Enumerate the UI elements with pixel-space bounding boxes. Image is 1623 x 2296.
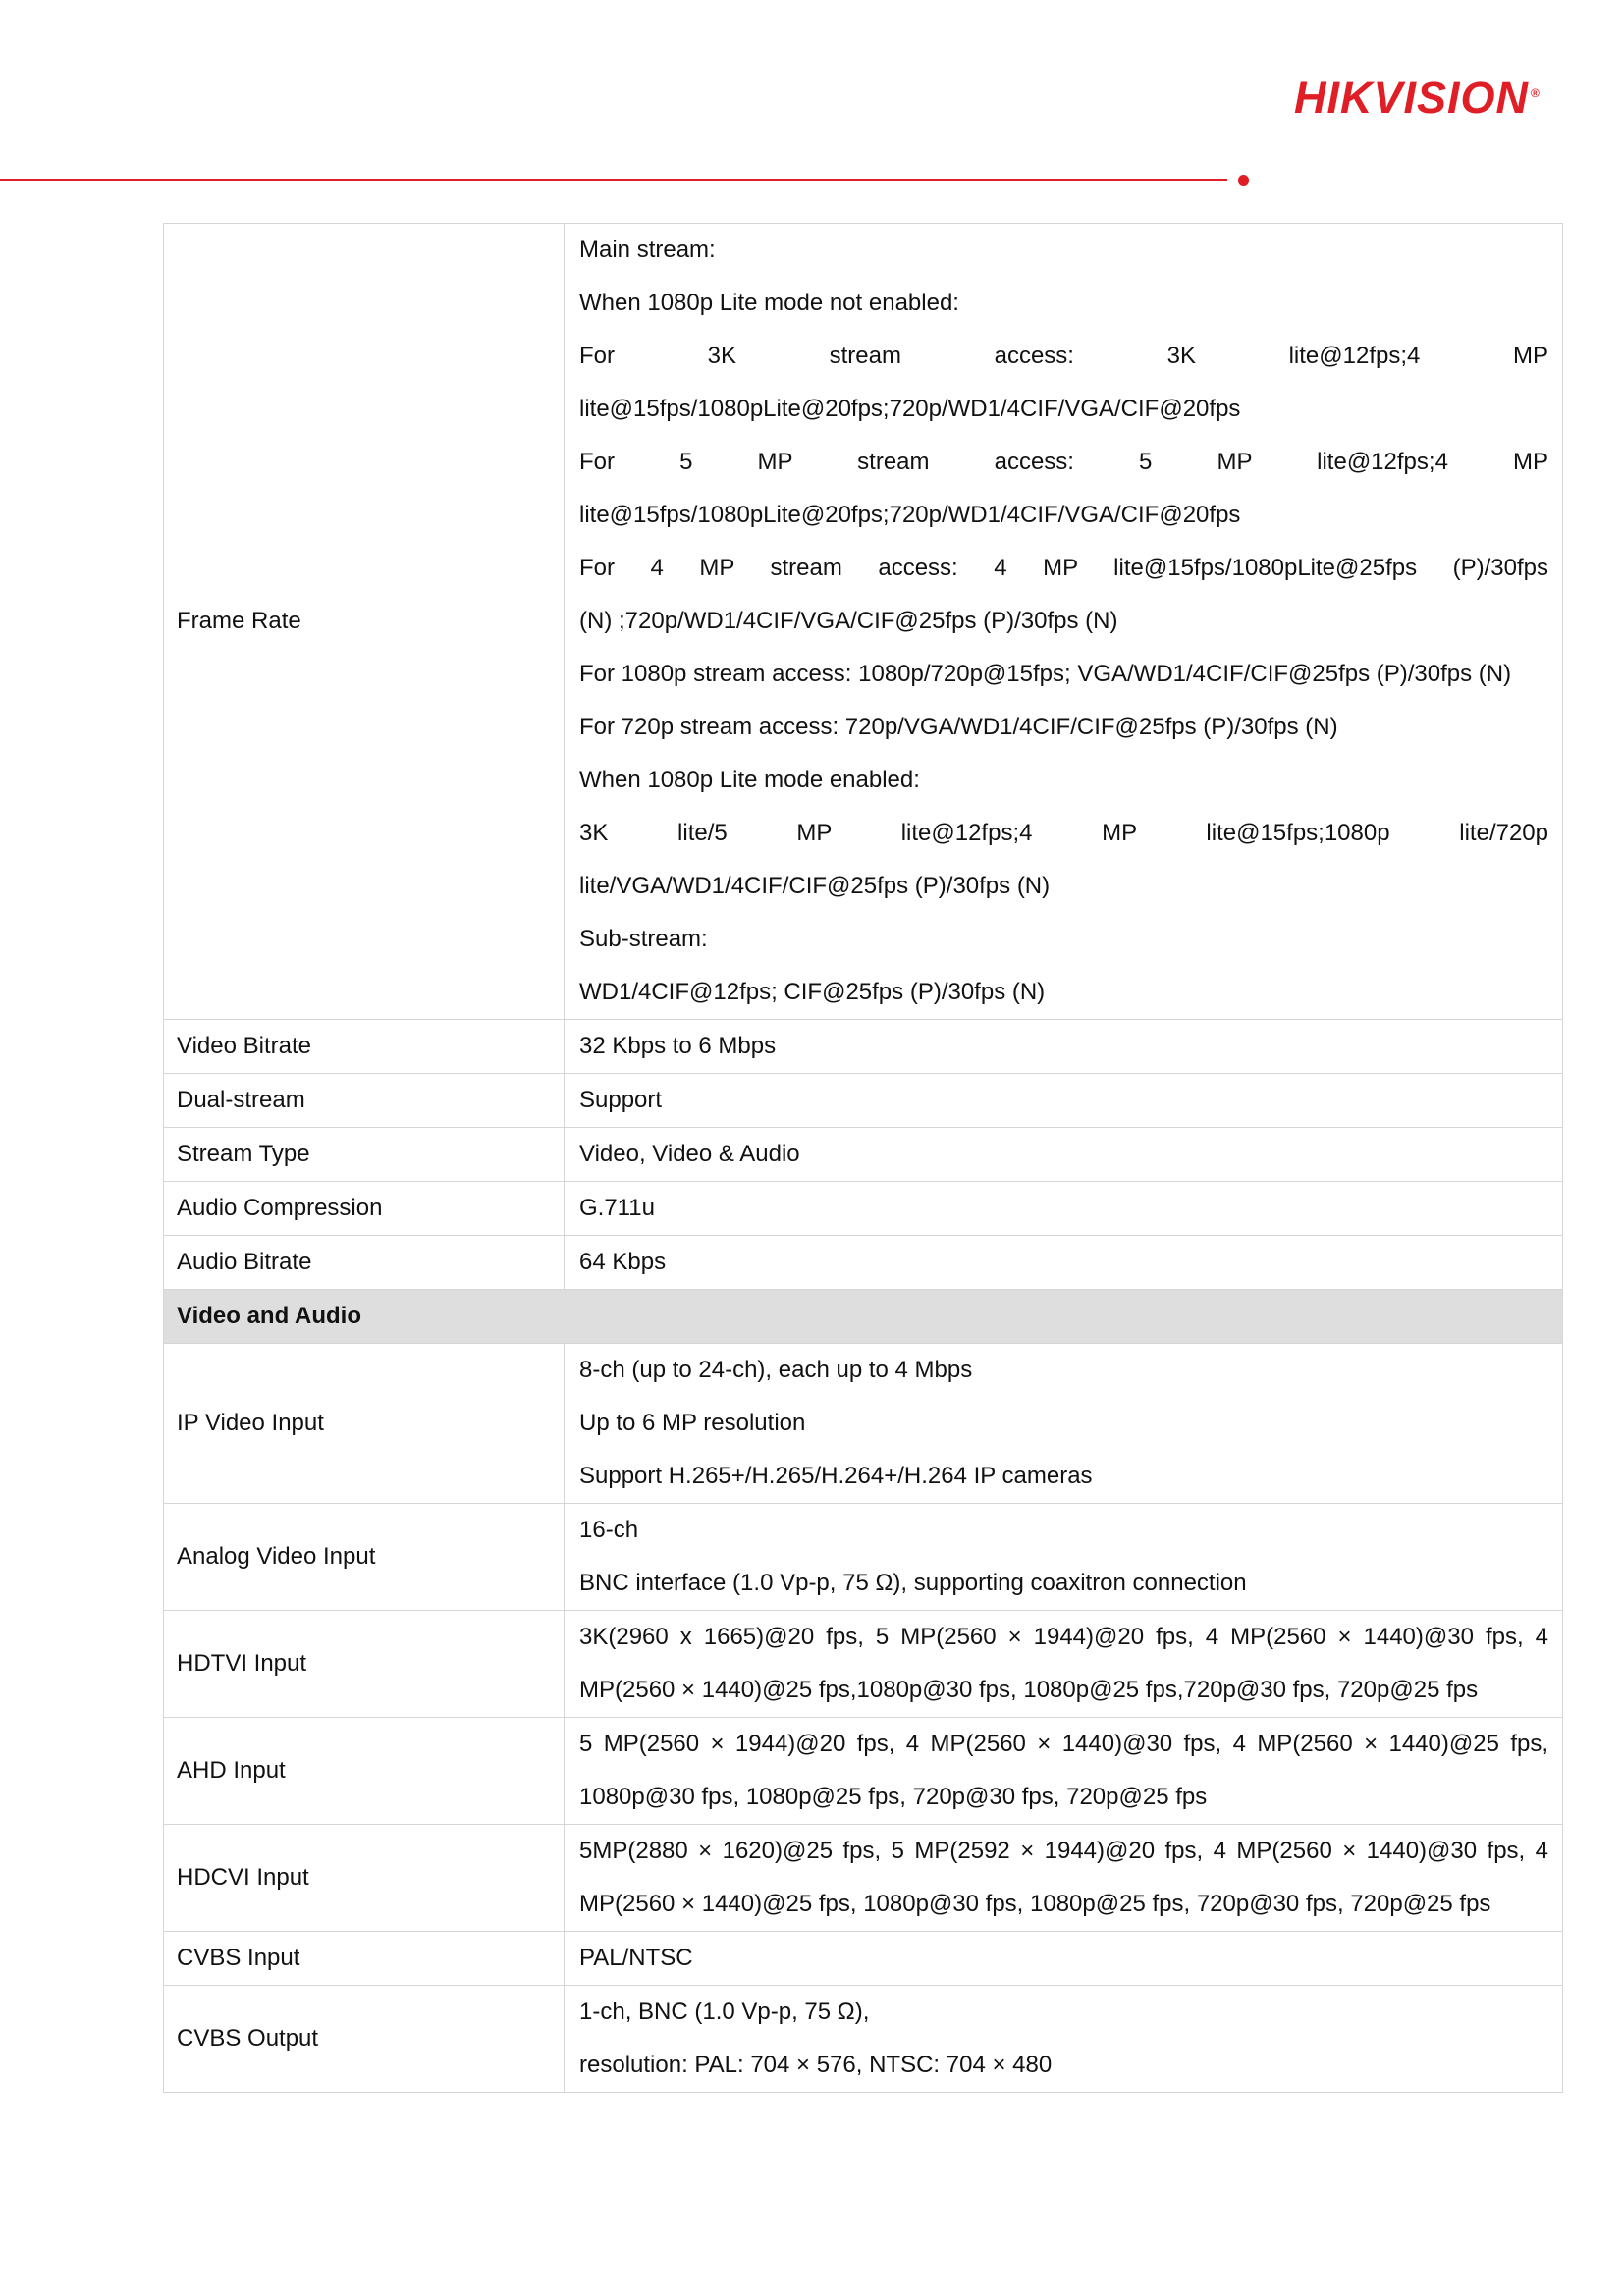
header-divider-dot — [1238, 175, 1249, 186]
row-value — [565, 1611, 1563, 1718]
table-row-audio-bitrate — [164, 1236, 1563, 1290]
row-label: Stream Type — [164, 1128, 565, 1182]
value-line: resolution: PAL: 704 × 576, NTSC: 704 × 480 — [579, 2052, 1053, 2078]
row-value: Video, Video & Audio — [565, 1128, 1563, 1182]
value-line: When 1080p Lite mode not enabled: — [579, 290, 959, 316]
value-line: For 1080p stream access: 1080p/720p@15fps; VGA/WD1/4CIF/CIF@25fps (P)/30fps (N) — [579, 661, 1512, 687]
header-divider-line — [0, 179, 1227, 181]
value-line: BNC interface (1.0 Vp-p, 75 Ω), supporting coaxitron connection — [579, 1570, 1247, 1596]
value-line: 1080p@30 fps, 1080p@25 fps, 720p@30 fps, 720p@25 fps — [579, 1784, 1208, 1810]
value-line: 5 MP(2560 × 1944)@20 fps, 4 MP(2560 × 1440)@30 fps, 4 MP(2560 × 1440)@25 fps, — [579, 1731, 1548, 1757]
value-line: 5MP(2880 × 1620)@25 fps, 5 MP(2592 × 1944)@20 fps, 4 MP(2560 × 1440)@30 fps, 4 — [579, 1838, 1548, 1864]
value-line: For 5 MP stream access: 5 MP lite@12fps;4 MP — [579, 449, 1548, 475]
row-label: HDCVI Input — [164, 1825, 565, 1932]
value-line: For 4 MP stream access: 4 MP lite@15fps/1080pLite@25fps (P)/30fps — [579, 555, 1548, 581]
row-value — [565, 224, 1563, 1020]
row-label: HDTVI Input — [164, 1611, 565, 1718]
value-line: MP(2560 × 1440)@25 fps,1080p@30 fps, 1080p@25 fps,720p@30 fps, 720p@25 fps — [579, 1677, 1479, 1703]
table-row-frame-rate — [164, 224, 1563, 1020]
value-line: 8-ch (up to 24-ch), each up to 4 Mbps — [579, 1357, 973, 1383]
value-line: 16-ch — [579, 1517, 639, 1543]
table-row-audio-compression — [164, 1182, 1563, 1236]
row-value: 64 Kbps — [565, 1236, 1563, 1290]
row-label: Dual-stream — [164, 1074, 565, 1128]
table-row-cvbs-input — [164, 1932, 1563, 1986]
value-line: 1-ch, BNC (1.0 Vp-p, 75 Ω), — [579, 1999, 870, 2025]
row-value — [565, 1504, 1563, 1611]
section-title: Video and Audio — [164, 1290, 1563, 1344]
table-row-cvbs-output — [164, 1986, 1563, 2093]
table-row-stream-type — [164, 1128, 1563, 1182]
row-value — [565, 1718, 1563, 1825]
value-line: For 3K stream access: 3K lite@12fps;4 MP — [579, 343, 1548, 369]
value-line: (N) ;720p/WD1/4CIF/VGA/CIF@25fps (P)/30fps (N) — [579, 608, 1118, 634]
value-line: 3K(2960 x 1665)@20 fps, 5 MP(2560 × 1944)@20 fps, 4 MP(2560 × 1440)@30 fps, 4 — [579, 1624, 1548, 1650]
table-row-hdcvi-input — [164, 1825, 1563, 1932]
row-label: AHD Input — [164, 1718, 565, 1825]
row-label: Audio Bitrate — [164, 1236, 565, 1290]
value-line: lite@15fps/1080pLite@20fps;720p/WD1/4CIF/VGA/CIF@20fps — [579, 502, 1241, 528]
table-row-dual-stream — [164, 1074, 1563, 1128]
value-line: Up to 6 MP resolution — [579, 1410, 806, 1436]
row-value: PAL/NTSC — [565, 1932, 1563, 1986]
value-line: lite/VGA/WD1/4CIF/CIF@25fps (P)/30fps (N) — [579, 873, 1051, 899]
value-line: 3K lite/5 MP lite@12fps;4 MP lite@15fps;1080p lite/720p — [579, 820, 1548, 846]
row-value — [565, 1344, 1563, 1504]
spec-table — [163, 223, 1563, 2093]
row-label: Audio Compression — [164, 1182, 565, 1236]
value-line: Sub-stream: — [579, 926, 708, 952]
row-value: 32 Kbps to 6 Mbps — [565, 1020, 1563, 1074]
row-label: CVBS Input — [164, 1932, 565, 1986]
row-value — [565, 1986, 1563, 2093]
value-line: Support H.265+/H.265/H.264+/H.264 IP cameras — [579, 1463, 1093, 1489]
table-row-video-bitrate — [164, 1020, 1563, 1074]
row-label: Frame Rate — [164, 224, 565, 1020]
row-label: Analog Video Input — [164, 1504, 565, 1611]
table-row-ahd-input — [164, 1718, 1563, 1825]
row-label: CVBS Output — [164, 1986, 565, 2093]
row-value — [565, 1825, 1563, 1932]
table-row-ip-video-input — [164, 1344, 1563, 1504]
value-line: WD1/4CIF@12fps; CIF@25fps (P)/30fps (N) — [579, 979, 1046, 1005]
row-value: Support — [565, 1074, 1563, 1128]
table-row-hdtvi-input — [164, 1611, 1563, 1718]
value-line: When 1080p Lite mode enabled: — [579, 767, 920, 793]
row-label: Video Bitrate — [164, 1020, 565, 1074]
value-line: Main stream: — [579, 237, 716, 263]
value-line: MP(2560 × 1440)@25 fps, 1080p@30 fps, 1080p@25 fps, 720p@30 fps, 720p@25 fps — [579, 1891, 1491, 1917]
section-header-video-audio — [164, 1290, 1563, 1344]
table-row-analog-video-input — [164, 1504, 1563, 1611]
row-label: IP Video Input — [164, 1344, 565, 1504]
value-line: lite@15fps/1080pLite@20fps;720p/WD1/4CIF/VGA/CIF@20fps — [579, 396, 1241, 422]
row-value: G.711u — [565, 1182, 1563, 1236]
value-line: For 720p stream access: 720p/VGA/WD1/4CIF/CIF@25fps (P)/30fps (N) — [579, 714, 1338, 740]
hikvision-logo: HIKVISION ® — [1294, 73, 1541, 123]
